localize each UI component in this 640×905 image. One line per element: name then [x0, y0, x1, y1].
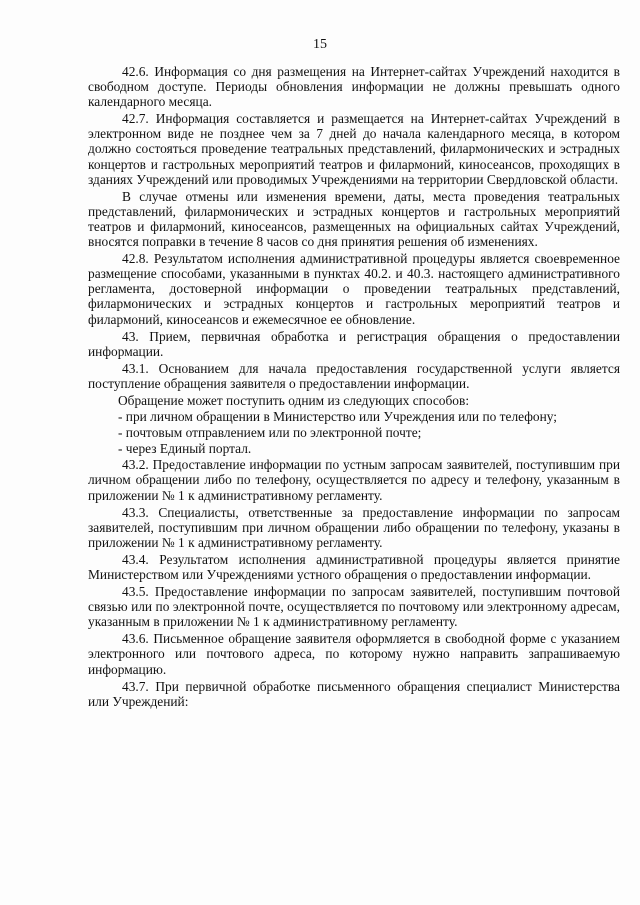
paragraph-43-7: 43.7. При первичной обработке письменного обращения специалист Министерства или Учреждений: — [88, 678, 620, 709]
paragraph-cancellation-changes: В случае отмены или изменения времени, даты, места проведения театральных представлений, филармонических и эстрадных концертов и гастрольных мероприятий театров и филармоний, киносеансов, размещенных на официальных сайтах Учреждений, вносятся поправки в течение 8 часов со дня принятия решения об изменениях. — [88, 188, 620, 250]
paragraph-42-6: 42.6. Информация со дня размещения на Интернет-сайтах Учреждений находится в свободном доступе. Периоды обновления информации не должны превышать одного календарного месяца. — [88, 64, 620, 110]
list-item-mail: - почтовым отправлением или по электронной почте; — [118, 425, 422, 441]
document-body — [88, 64, 620, 711]
paragraph-43-4: 43.4. Результатом исполнения административной процедуры является принятие Министерством или Учреждениями устного обращения о предоставлении информации. — [88, 551, 620, 582]
paragraph-submission-methods: Обращение может поступить одним из следующих способов: — [118, 392, 470, 408]
paragraph-42-8: 42.8. Результатом исполнения административной процедуры является своевременное размещение способами, указанными в пунктах 40.2. и 40.3. настоящего административного регламента, достоверной информации о проведении театральных представлений, филармонических и эстрадных концертов и гастрольных мероприятий театров и филармоний, киносеансов и ежемесячное ее обновление. — [88, 251, 620, 327]
paragraph-42-7: 42.7. Информация составляется и размещается на Интернет-сайтах Учреждений в электронном виде не позднее чем за 7 дней до начала календарного месяца, в котором должно состояться проведение театральных представлений, филармонических и эстрадных концертов и гастрольных мероприятий театров и филармоний, киносеансов, проходящих в зданиях Учреждений или проводимых Учреждениями на территории Свердловской области. — [88, 111, 620, 187]
paragraph-43-1: 43.1. Основанием для начала предоставления государственной услуги является поступление обращения заявителя о предоставлении информации. — [88, 360, 620, 391]
list-item-portal: - через Единый портал. — [118, 441, 252, 457]
paragraph-43-5: 43.5. Предоставление информации по запросам заявителей, поступившим почтовой связью или по электронной почте, осуществляется по почтовому или электронному адресам, указанным в приложении № 1 к административному регламенту. — [88, 584, 620, 630]
paragraph-43-6: 43.6. Письменное обращение заявителя оформляется в свободной форме с указанием электронного или почтового адреса, по которому нужно направить запрашиваемую информацию. — [88, 631, 620, 677]
paragraph-43-3: 43.3. Специалисты, ответственные за предоставление информации по запросам заявителей, поступившим при личном обращении либо обращении по телефону, указаны в приложении № 1 к административному регламенту. — [88, 504, 620, 550]
page-number: 15 — [313, 37, 327, 52]
paragraph-43-2: 43.2. Предоставление информации по устным запросам заявителей, поступившим при личном обращении либо по телефону, осуществляется по адресу и телефону, указанным в приложении № 1 к административному регламенту. — [88, 457, 620, 503]
paragraph-43: 43. Прием, первичная обработка и регистрация обращения о предоставлении информации. — [88, 328, 620, 359]
list-item-in-person: - при личном обращении в Министерство или Учреждения или по телефону; — [118, 409, 558, 425]
